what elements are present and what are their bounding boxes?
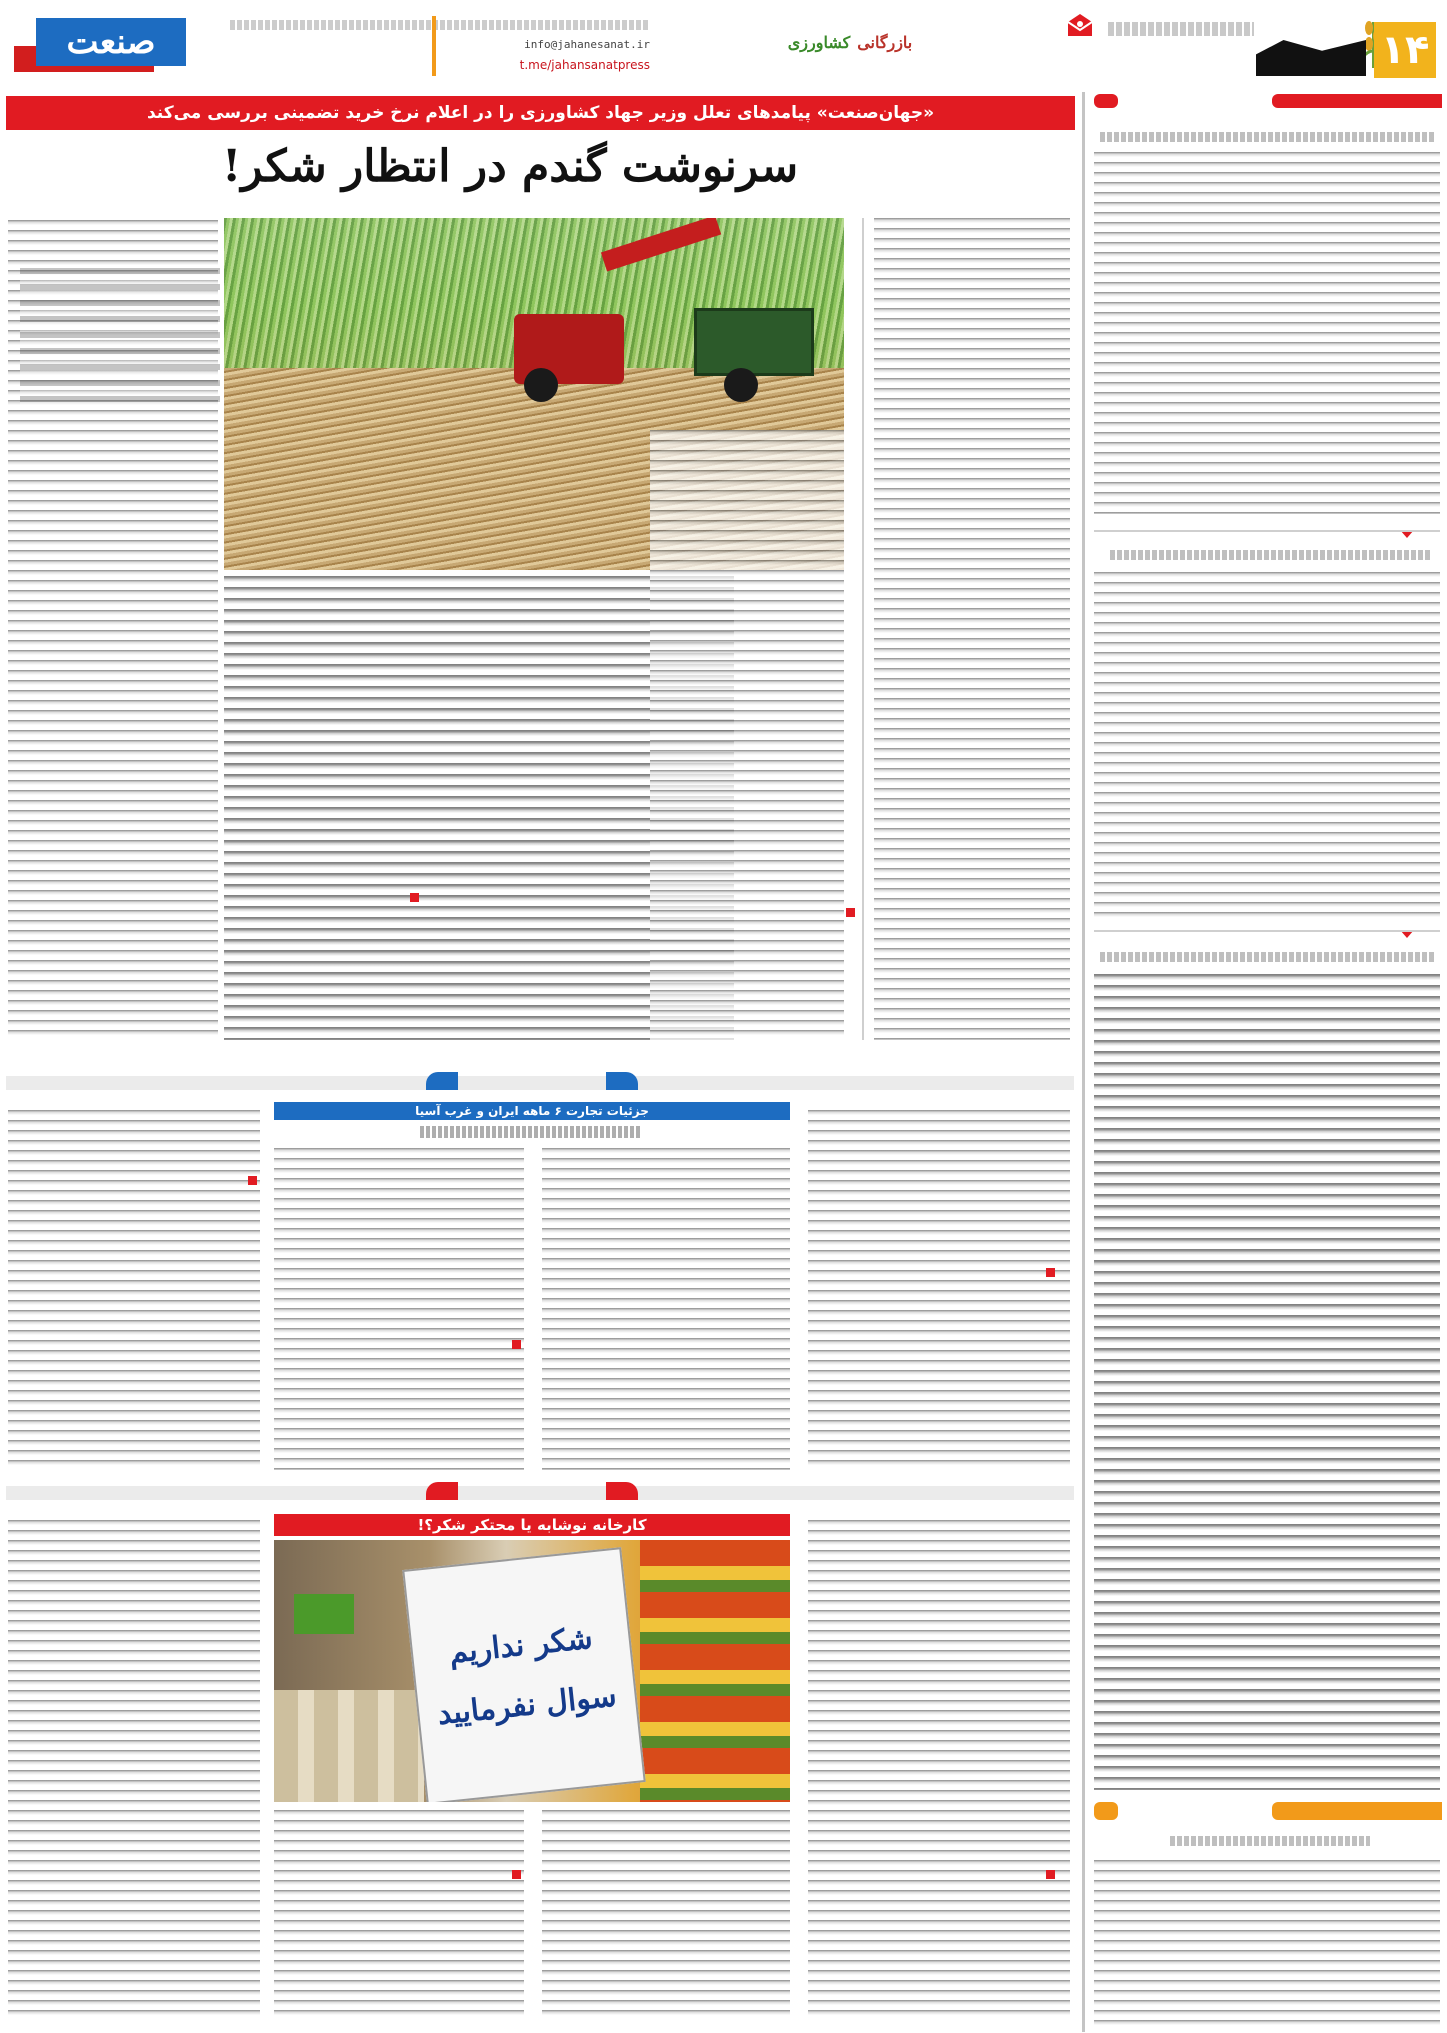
story-two-column	[274, 1148, 524, 1470]
sidebar-divider	[1094, 530, 1440, 532]
article-column-inner	[650, 430, 844, 1040]
story-two-column	[542, 1148, 790, 1470]
sidebar-divider	[1094, 930, 1440, 932]
story-three-column	[808, 1520, 1070, 2020]
sign-line-2: سوال نفرمایید	[435, 1678, 619, 1733]
tab-corner-left	[426, 1482, 458, 1500]
section-strip	[6, 1076, 1074, 1090]
tab-corner-left	[426, 1072, 458, 1090]
story-three-column	[8, 1520, 260, 2020]
wheel	[724, 368, 758, 402]
sidebar-column	[1094, 152, 1440, 514]
mail-icon	[1066, 12, 1094, 38]
sidebar-column	[1094, 1860, 1440, 2026]
pull-quote	[20, 268, 220, 408]
sidebar-headline	[1100, 952, 1436, 962]
email-text[interactable]: info@jahanesanat.ir	[524, 38, 650, 51]
section-mark	[1256, 40, 1366, 76]
wheel	[524, 368, 558, 402]
section-strip	[6, 1486, 1074, 1500]
sidebar-tab-left	[1094, 1802, 1118, 1820]
telegram-link[interactable]: t.me/jahansanatpress	[519, 58, 650, 72]
story-two-banner: جزئیات تجارت ۶ ماهه ایران و غرب آسیا	[274, 1102, 790, 1120]
story-two-column	[8, 1110, 260, 1470]
end-mark	[1046, 1268, 1055, 1277]
product-box	[294, 1594, 354, 1634]
page-number-badge	[1258, 6, 1446, 82]
end-mark	[248, 1176, 257, 1185]
harvester-trailer	[694, 308, 814, 376]
story-three-banner: کارخانه نوشابه یا محتکر شکر؟!	[274, 1514, 790, 1536]
sidebar-tab-right	[1272, 94, 1442, 108]
store-shelf	[640, 1540, 790, 1802]
sidebar-column	[1094, 572, 1440, 918]
newspaper-logo	[14, 18, 186, 82]
kicker-banner: «جهان‌صنعت» پیامدهای تعلل وزیر جهاد کشاورزی را در اعلام نرخ خرید تضمینی بررسی می‌کند	[6, 96, 1075, 130]
column-rule	[862, 218, 864, 1040]
section-title	[780, 20, 920, 62]
story-three-column	[274, 1810, 524, 2020]
page-number: ۱۴	[1374, 22, 1436, 78]
sidebar-tab-left	[1094, 94, 1118, 108]
end-mark	[512, 1870, 521, 1879]
sidebar-headline	[1110, 550, 1430, 560]
main-headline: سرنوشت گندم در انتظار شکر!	[221, 141, 799, 192]
end-mark	[410, 893, 419, 902]
sidebar-column	[1094, 974, 1440, 1790]
sidebar-rule	[1082, 92, 1085, 2032]
sidebar-headline	[1100, 132, 1436, 142]
end-mark	[1046, 1870, 1055, 1879]
sign-line-1: شکر نداریم	[447, 1620, 595, 1671]
tab-corner-right	[606, 1482, 638, 1500]
divider-accent	[432, 16, 436, 76]
grain-sacks	[274, 1690, 424, 1802]
end-mark	[512, 1340, 521, 1349]
issue-info	[230, 20, 650, 30]
date-strip	[1108, 22, 1254, 36]
no-sugar-sign	[402, 1547, 645, 1802]
section-title-sub: کشاورزی	[787, 33, 851, 52]
sidebar-headline	[1170, 1836, 1370, 1846]
end-mark	[846, 908, 855, 917]
tab-corner-right	[606, 1072, 638, 1090]
sidebar-tab-right	[1272, 1802, 1442, 1820]
story-three-column	[542, 1810, 790, 2020]
logo-text: صنعت	[36, 18, 186, 66]
shop-photo	[274, 1540, 790, 1802]
story-two-subtitle	[420, 1126, 640, 1138]
section-title-main: بازرگانی	[857, 33, 913, 52]
story-two-column	[808, 1110, 1070, 1470]
article-column-right	[874, 218, 1070, 1040]
